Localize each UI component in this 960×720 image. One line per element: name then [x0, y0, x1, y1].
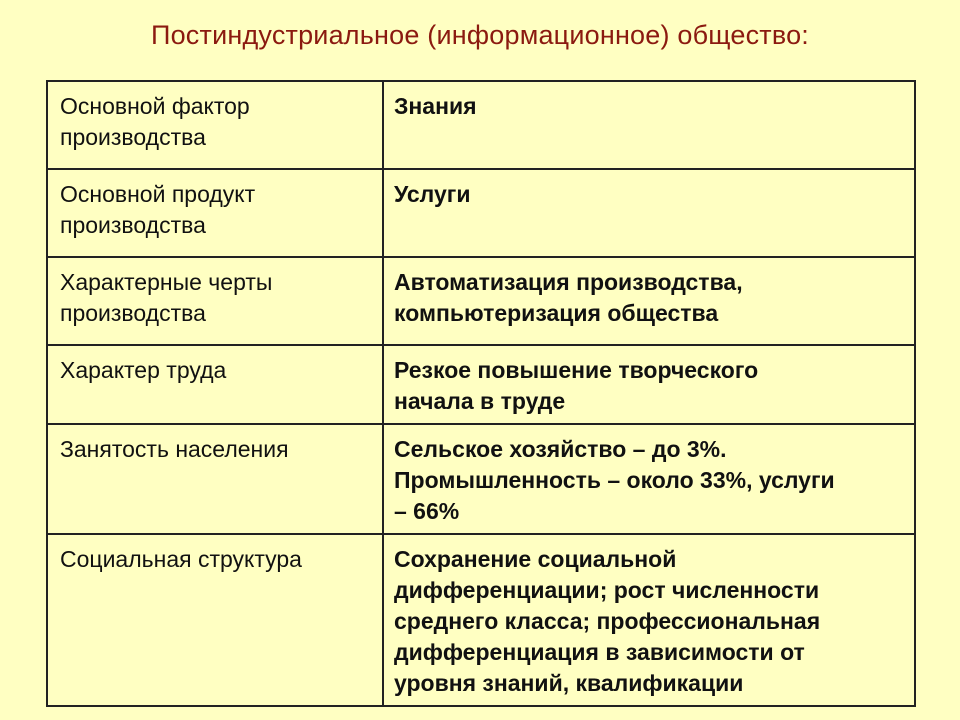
row-label [47, 169, 383, 257]
row-value-line: Автоматизация производства, [394, 269, 743, 295]
row-value-line: Знания [394, 93, 477, 119]
page-title: Постиндустриальное (информационное) общество: [150, 20, 810, 50]
row-label [47, 257, 383, 345]
row-label [47, 534, 383, 706]
row-label [47, 81, 383, 169]
table-row [47, 534, 915, 706]
table-row [47, 345, 915, 424]
row-value-line: дифференциация в зависимости от [394, 639, 805, 665]
row-label-line: производства [60, 124, 206, 150]
row-value [383, 257, 915, 345]
row-value [383, 534, 915, 706]
table-row [47, 81, 915, 169]
table-row [47, 169, 915, 257]
row-value-line: – 66% [394, 498, 460, 524]
row-value-line: дифференциации; рост численности [394, 577, 820, 603]
row-label-line: Характер труда [60, 357, 227, 383]
row-value-line: компьютеризация общества [394, 300, 719, 326]
table-row [47, 424, 915, 534]
row-value-line: Сохранение социальной [394, 546, 677, 572]
row-value-line: уровня знаний, квалификации [394, 670, 744, 696]
info-table [46, 80, 916, 707]
row-label-line: Социальная структура [60, 546, 302, 572]
row-value-line: начала в труде [394, 388, 566, 414]
row-label [47, 345, 383, 424]
row-label-line: Занятость населения [60, 436, 289, 462]
row-value [383, 81, 915, 169]
row-value [383, 169, 915, 257]
row-label-line: производства [60, 300, 206, 326]
row-label [47, 424, 383, 534]
row-value-line: Сельское хозяйство – до 3%. [394, 436, 727, 462]
row-value-line: Резкое повышение творческого [394, 357, 759, 383]
row-value-line: среднего класса; профессиональная [394, 608, 821, 634]
row-value-line: Услуги [394, 181, 471, 207]
row-label-line: Характерные черты [60, 269, 273, 295]
row-label-line: Основной продукт [60, 181, 256, 207]
table-row [47, 257, 915, 345]
row-value [383, 424, 915, 534]
row-value-line: Промышленность – около 33%, услуги [394, 467, 835, 493]
row-label-line: Основной фактор [60, 93, 250, 119]
row-label-line: производства [60, 212, 206, 238]
row-value [383, 345, 915, 424]
